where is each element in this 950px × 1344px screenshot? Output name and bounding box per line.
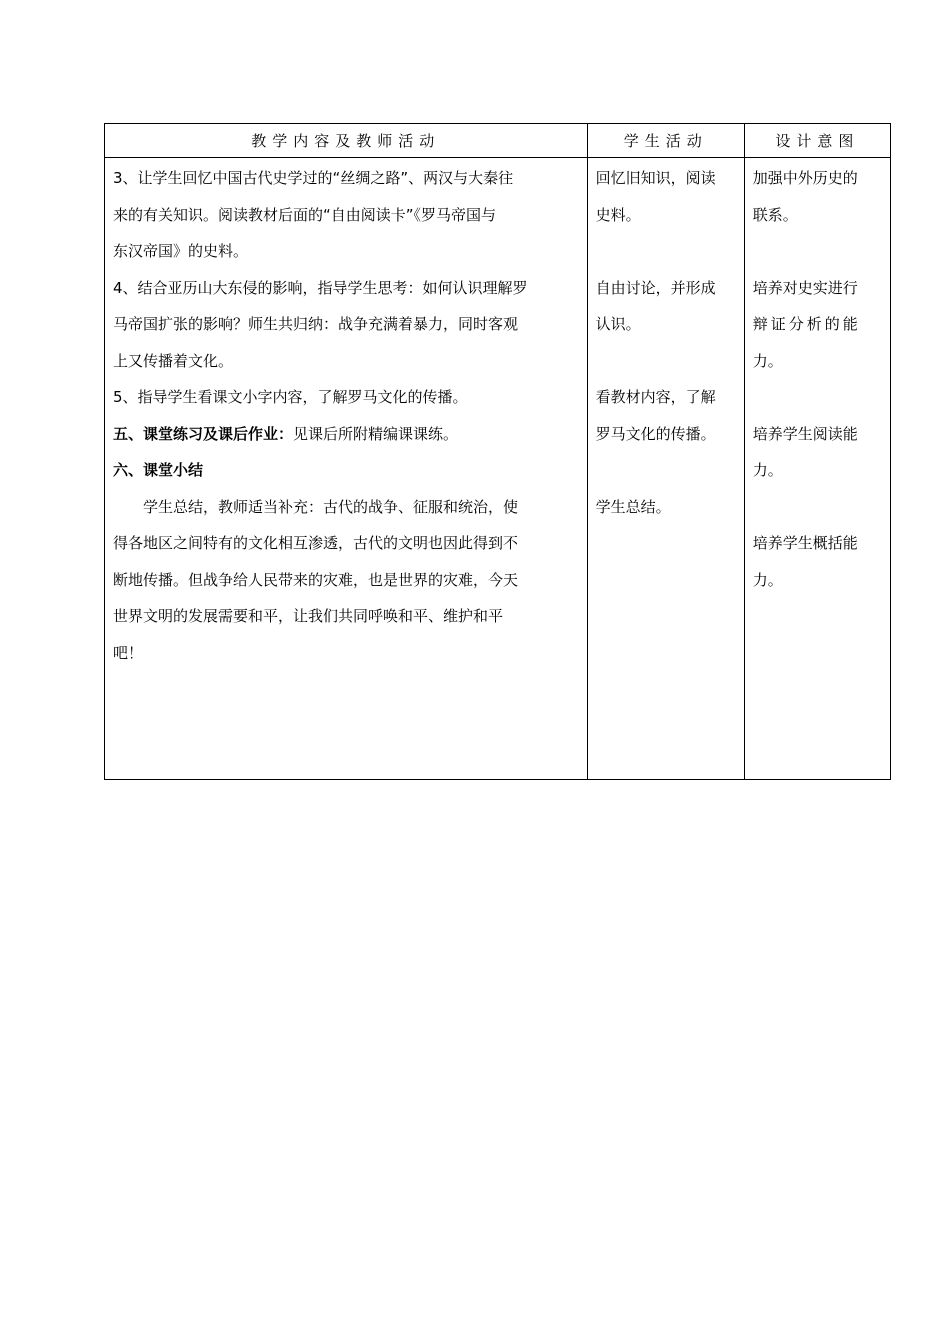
student-a-line2: 史料。 bbox=[595, 205, 641, 224]
item3-line1: 3、让学生回忆中国古代史学过的“丝绸之路”、两汉与大秦往 bbox=[113, 169, 514, 187]
design-a-line1: 加强中外历史的 bbox=[752, 169, 858, 187]
student-c-line2: 罗马文化的传播。 bbox=[595, 424, 716, 443]
student-a-line1: 回忆旧知识，阅读 bbox=[595, 169, 716, 187]
design-d-line2: 力。 bbox=[752, 570, 783, 589]
section6-line5: 吧！ bbox=[113, 643, 144, 662]
item4-line3: 上又传播着文化。 bbox=[113, 351, 234, 370]
header-design-intent: 设计意图 bbox=[744, 124, 890, 158]
section6-line1: 学生总结，教师适当补充：古代的战争、征服和统治，使 bbox=[143, 497, 519, 516]
design-c-line1: 培养学生阅读能 bbox=[752, 424, 858, 443]
design-b-line2: 辩证分析的能 bbox=[752, 315, 861, 333]
design-a-line2: 联系。 bbox=[752, 205, 798, 224]
student-b-line2: 认识。 bbox=[595, 315, 641, 333]
design-c-line2: 力。 bbox=[752, 461, 783, 479]
design-intent-cell bbox=[744, 158, 890, 780]
section6-title: 六、课堂小结 bbox=[113, 461, 204, 479]
section6-line4: 世界文明的发展需要和平，让我们共同呼唤和平、维护和平 bbox=[113, 607, 504, 625]
section6-line3: 断地传播。但战争给人民带来的灾难，也是世界的灾难，今天 bbox=[113, 570, 519, 589]
section5-title: 五、课堂练习及课后作业： bbox=[113, 424, 294, 443]
student-c-line1: 看教材内容，了解 bbox=[595, 388, 716, 406]
item4-line1: 4、结合亚历山大东侵的影响，指导学生思考：如何认识理解罗 bbox=[113, 278, 528, 297]
item3-line3: 东汉帝国》的史料。 bbox=[113, 242, 249, 260]
section5-line bbox=[113, 416, 581, 453]
header-row bbox=[105, 124, 891, 158]
teaching-content-cell bbox=[105, 158, 588, 780]
student-activity-cell bbox=[587, 158, 744, 780]
content-row bbox=[105, 158, 891, 780]
design-d-line1: 培养学生概括能 bbox=[752, 534, 858, 552]
header-student-activity: 学生活动 bbox=[587, 124, 744, 158]
item4-line2: 马帝国扩张的影响？师生共归纳：战争充满着暴力，同时客观 bbox=[113, 315, 519, 333]
design-b-line1: 培养对史实进行 bbox=[752, 278, 858, 297]
section5-text: 见课后所附精编课课练。 bbox=[293, 424, 459, 443]
header-teaching-content: 教学内容及教师活动 bbox=[105, 124, 588, 158]
design-b-line3: 力。 bbox=[752, 351, 783, 370]
lesson-plan-table bbox=[104, 123, 891, 780]
section6-line2: 得各地区之间特有的文化相互渗透，古代的文明也因此得到不 bbox=[113, 534, 519, 552]
student-d-line1: 学生总结。 bbox=[595, 497, 671, 516]
item5-line: 5、指导学生看课文小字内容，了解罗马文化的传播。 bbox=[113, 388, 468, 406]
item3-line2: 来的有关知识。阅读教材后面的“自由阅读卡”《罗马帝国与 bbox=[113, 205, 497, 224]
student-b-line1: 自由讨论，并形成 bbox=[595, 278, 716, 297]
